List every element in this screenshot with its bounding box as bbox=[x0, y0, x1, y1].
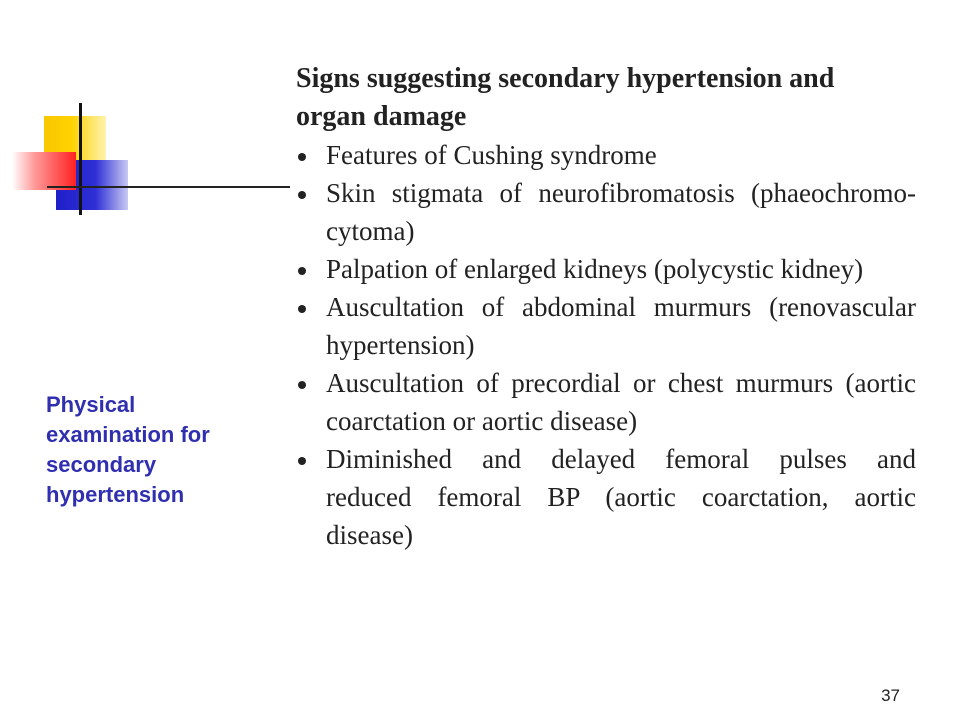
page-number: 37 bbox=[881, 686, 900, 705]
vertical-line-decoration bbox=[79, 103, 82, 215]
bullet-icon bbox=[298, 267, 306, 275]
list-item-line: Features of Cushing syndrome bbox=[326, 140, 657, 170]
list-item-line: reduced femoral BP (aortic coarctation, aortic bbox=[326, 482, 916, 512]
caption-line: secondary bbox=[46, 452, 157, 477]
list-item-line: disease) bbox=[326, 520, 413, 550]
list-item-line: Skin stigmata of neurofibromatosis (phaeochromo- bbox=[326, 178, 916, 208]
slide-caption bbox=[46, 390, 276, 510]
list-item-line: coarctation or aortic disease) bbox=[326, 406, 638, 436]
list-item bbox=[296, 174, 916, 250]
list-item-line: Diminished and delayed femoral pulses and bbox=[326, 444, 916, 474]
panel-title bbox=[296, 60, 916, 136]
red-square-decoration bbox=[12, 152, 76, 190]
horizontal-line-decoration bbox=[47, 186, 290, 188]
panel-title-line: Signs suggesting secondary hypertension and bbox=[296, 63, 835, 94]
scanned-text-panel bbox=[296, 60, 916, 554]
bullet-icon bbox=[298, 457, 306, 465]
list-item-line: cytoma) bbox=[326, 216, 415, 246]
caption-line: hypertension bbox=[46, 482, 185, 507]
caption-line: examination for bbox=[46, 422, 210, 447]
bullet-icon bbox=[298, 191, 306, 199]
list-item bbox=[296, 288, 916, 364]
signs-list bbox=[296, 136, 916, 554]
decorative-corner-graphic bbox=[0, 0, 300, 230]
list-item bbox=[296, 136, 916, 174]
list-item-line: Auscultation of abdominal murmurs (renovascular bbox=[326, 292, 916, 322]
list-item bbox=[296, 250, 916, 288]
list-item-line: Auscultation of precordial or chest murmurs (aortic bbox=[326, 368, 916, 398]
panel-title-line: organ damage bbox=[296, 101, 467, 132]
list-item bbox=[296, 364, 916, 440]
bullet-icon bbox=[298, 153, 306, 161]
bullet-icon bbox=[298, 381, 306, 389]
caption-line: Physical bbox=[46, 392, 136, 417]
list-item bbox=[296, 440, 916, 554]
bullet-icon bbox=[298, 305, 306, 313]
list-item-line: Palpation of enlarged kidneys (polycystic kidney) bbox=[326, 254, 864, 284]
list-item-line: hypertension) bbox=[326, 330, 475, 360]
